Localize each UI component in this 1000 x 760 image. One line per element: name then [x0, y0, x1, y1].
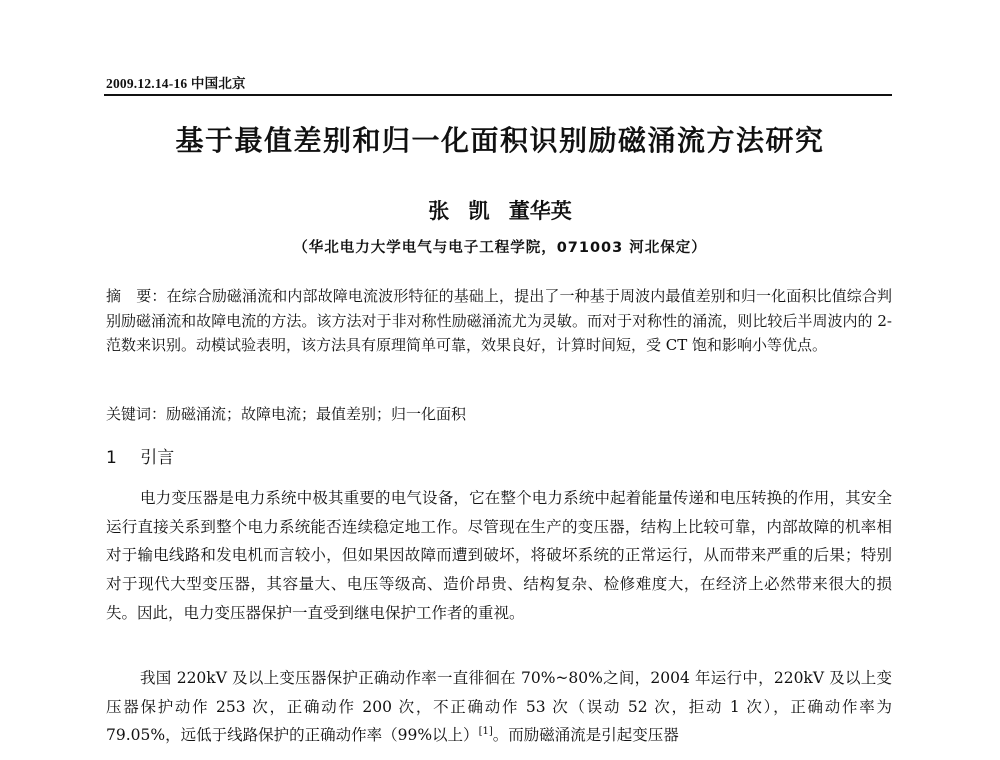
header-rule	[104, 94, 892, 96]
citation-ref[interactable]: [1]	[478, 726, 493, 738]
keywords-label: 关键词：	[106, 405, 167, 423]
keywords	[106, 402, 466, 426]
abstract	[106, 284, 892, 358]
paragraph-2-text: 我国 220kV 及以上变压器保护正确动作率一直徘徊在 70%~80%之间，2004 年运行中，220kV 及以上变压器保护动作 253 次，正确动作 200 次，不正确动作 53 次（误动 52 次，拒动 1 次），正确动作率为 79.05%，远低于线路保护的正确动作率（99%以上）	[106, 669, 892, 745]
author-affiliation: （华北电力大学电气与电子工程学院，071003 河北保定）	[293, 240, 707, 256]
paragraph-1: 电力变压器是电力系统中极其重要的电气设备，它在整个电力系统中起着能量传递和电压转换的作用，其安全运行直接关系到整个电力系统能否连续稳定地工作。尽管现在生产的变压器，结构上比较可靠，内部故障的机率相对于输电线路和发电机而言较小，但如果因故障而遭到破坏，将破坏系统的正常运行，从而带来严重的后果；特别对于现代大型变压器，其容量大、电压等级高、造价昂贵、结构复杂、检修难度大，在经济上必然带来很大的损失。因此，电力变压器保护一直受到继电保护工作者的重视。	[106, 489, 892, 622]
conference-date-location: 2009.12.14-16 中国北京	[106, 76, 246, 91]
paragraph-2-tail: 。而励磁涌流是引起变压器	[492, 726, 679, 745]
paper-authors: 张 凯 董华英	[428, 199, 572, 223]
keywords-text: 励磁涌流；故障电流；最值差别；归一化面积	[166, 405, 467, 423]
section-heading	[106, 443, 174, 468]
section-number: 1	[106, 448, 117, 468]
paper-title: 基于最值差别和归一化面积识别励磁涌流方法研究	[175, 124, 825, 157]
abstract-text: 在综合励磁涌流和内部故障电流波形特征的基础上，提出了一种基于周波内最值差别和归一化面积比值综合判别励磁涌流和故障电流的方法。该方法对于非对称性励磁涌流尤为灵敏。而对于对称性的涌流，则比较后半周波内的 2-范数来识别。动模试验表明，该方法具有原理简单可靠，效果良好，计算时间短，受 CT 饱和影响小等优点。	[106, 287, 892, 354]
paragraph-2	[106, 664, 892, 750]
abstract-label: 摘 要：	[106, 287, 167, 305]
section-title: 引言	[140, 448, 175, 468]
